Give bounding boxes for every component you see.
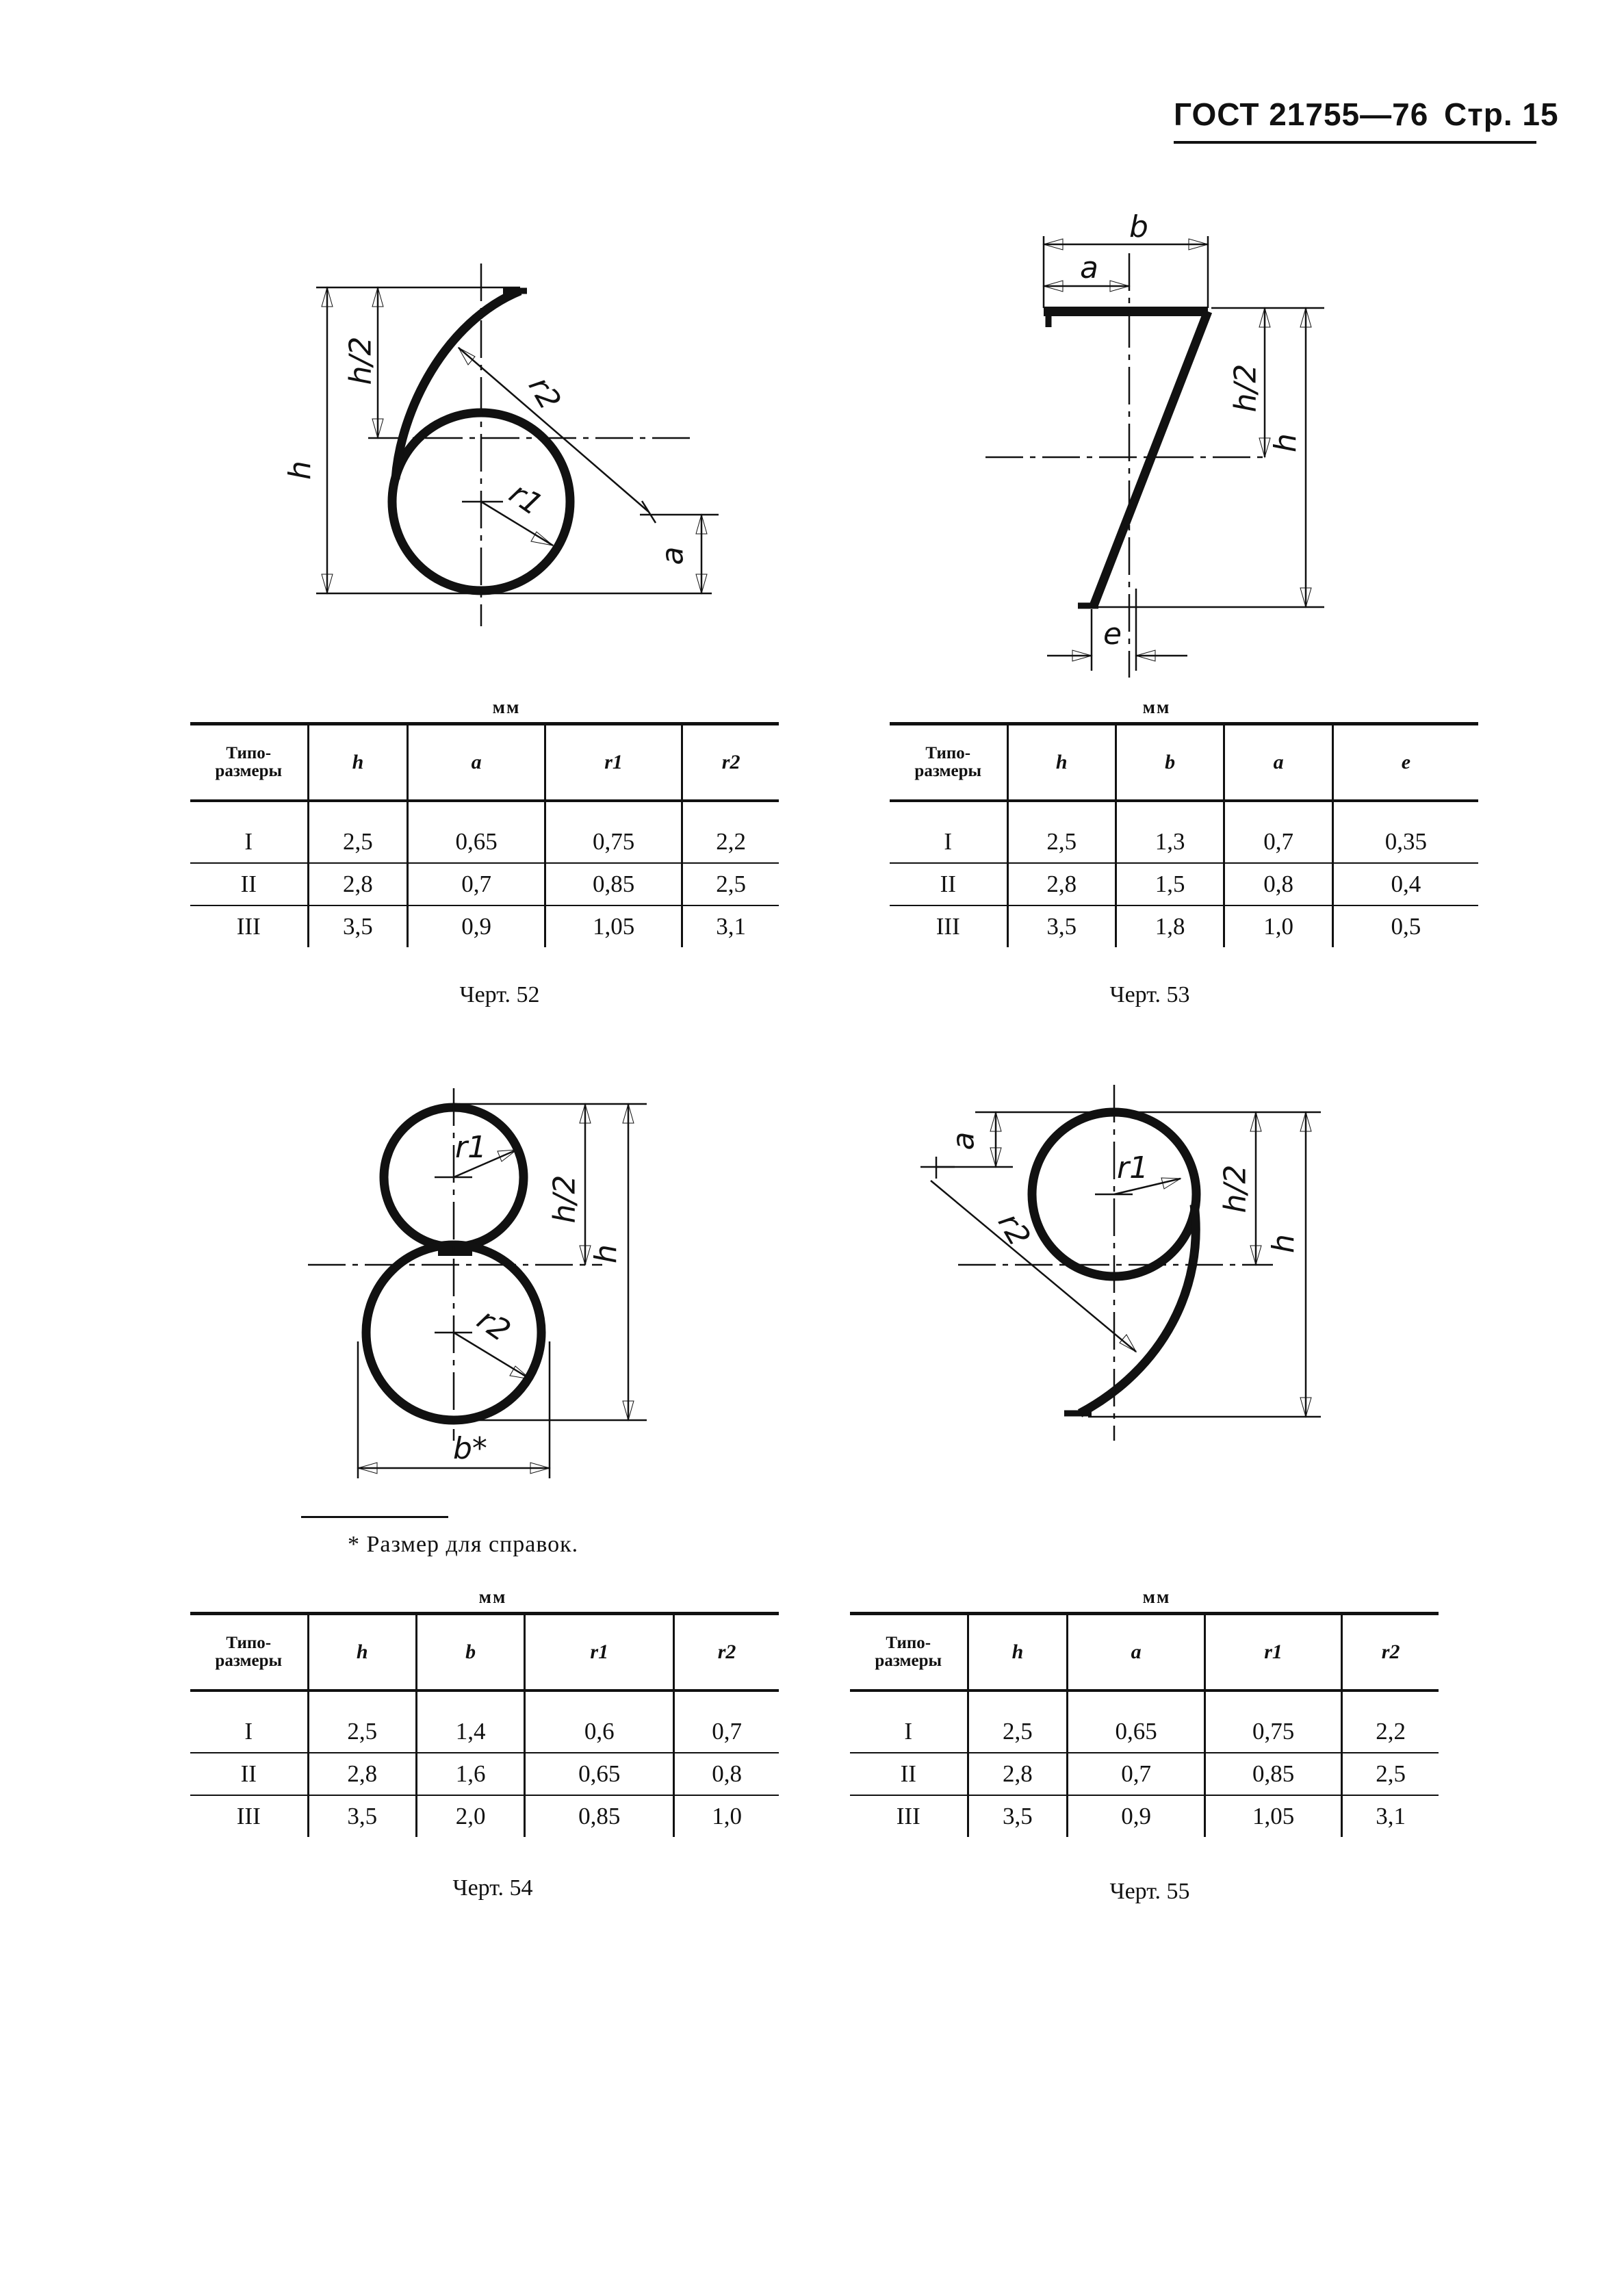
- unit-label: мм: [1142, 697, 1171, 717]
- page-number: Стр. 15: [1444, 97, 1559, 132]
- figure-caption-52: Черт. 52: [459, 982, 540, 1007]
- cell: 0,7: [674, 1691, 779, 1753]
- cell: 0,85: [545, 863, 682, 905]
- cell: 0,9: [408, 905, 545, 947]
- dimension-b-label: b: [1129, 209, 1148, 244]
- cell: 2,5: [682, 863, 779, 905]
- cell: 0,65: [408, 801, 545, 863]
- header-r2: r2: [1342, 1614, 1439, 1691]
- dimension-a-label: a: [655, 546, 691, 565]
- header-a: a: [408, 724, 545, 801]
- footnote-rule: [301, 1516, 448, 1518]
- cell: I: [850, 1691, 968, 1753]
- header-a: a: [1068, 1614, 1204, 1691]
- figure-caption-55: Черт. 55: [1109, 1879, 1190, 1904]
- cell: 3,5: [308, 905, 408, 947]
- cell: 2,5: [1342, 1753, 1439, 1795]
- table-row: [890, 905, 1478, 947]
- dimension-h-label: h: [1265, 1234, 1301, 1253]
- footnote: * Размер для справок.: [348, 1532, 579, 1557]
- header-b: b: [416, 1614, 524, 1691]
- table-row: [850, 1691, 1439, 1753]
- dimension-a-label: a: [946, 1131, 981, 1151]
- cell: 0,7: [1224, 801, 1332, 863]
- table-row: [890, 801, 1478, 863]
- table-row: [190, 1795, 779, 1837]
- cell: 2,8: [308, 863, 408, 905]
- dimension-h-label: h: [1267, 433, 1303, 452]
- cell: 1,0: [1224, 905, 1332, 947]
- cell: 0,7: [1068, 1753, 1204, 1795]
- figure-caption-53: Черт. 53: [1109, 982, 1190, 1007]
- dimension-half-h-label: h/2: [1228, 363, 1263, 413]
- unit-label: мм: [492, 697, 521, 717]
- cell: 0,85: [525, 1795, 674, 1837]
- table-header-row: [190, 1614, 779, 1691]
- cell: 0,6: [525, 1691, 674, 1753]
- cell: 3,5: [1007, 905, 1116, 947]
- table-header-row: [890, 724, 1478, 801]
- cell: 1,05: [1204, 1795, 1341, 1837]
- cell: 2,5: [968, 1691, 1068, 1753]
- table-header-row: [850, 1614, 1439, 1691]
- table-row: [850, 1753, 1439, 1795]
- page-header: [1157, 96, 1559, 144]
- header-size-type: Типо- размеры: [190, 724, 308, 801]
- cell: II: [850, 1753, 968, 1795]
- dimension-half-h-label: h/2: [343, 336, 378, 385]
- table-row: [190, 1691, 779, 1753]
- drawing-digit-7: [1027, 226, 1382, 678]
- table-row: [190, 1753, 779, 1795]
- cell: 0,65: [1068, 1691, 1204, 1753]
- table-header-row: [190, 724, 779, 801]
- cell: 3,5: [308, 1795, 416, 1837]
- header-h: h: [968, 1614, 1068, 1691]
- cell: II: [190, 863, 308, 905]
- header-h: h: [1007, 724, 1116, 801]
- cell: 1,8: [1116, 905, 1224, 947]
- figure-caption-54: Черт. 54: [452, 1875, 533, 1901]
- header-r1: r1: [1204, 1614, 1341, 1691]
- header-h: h: [308, 724, 408, 801]
- cell: 1,4: [416, 1691, 524, 1753]
- dimensions-table-52: [190, 722, 779, 947]
- header-r2: r2: [674, 1614, 779, 1691]
- cell: 0,75: [545, 801, 682, 863]
- cell: I: [190, 801, 308, 863]
- dimension-r2-label: r2: [521, 371, 568, 416]
- cell: 3,5: [968, 1795, 1068, 1837]
- dimensions-table-55: [850, 1612, 1439, 1837]
- dimension-r2-label: r2: [990, 1207, 1037, 1252]
- cell: 0,7: [408, 863, 545, 905]
- dimensions-table-53: [890, 722, 1478, 947]
- cell: 1,3: [1116, 801, 1224, 863]
- table-row: [890, 863, 1478, 905]
- cell: 0,65: [525, 1753, 674, 1795]
- cell: 0,85: [1204, 1753, 1341, 1795]
- drawing-digit-6: [294, 260, 773, 630]
- dimension-r1-label: r1: [1117, 1151, 1149, 1185]
- cell: 0,9: [1068, 1795, 1204, 1837]
- cell: 0,4: [1332, 863, 1478, 905]
- table-row: [190, 801, 779, 863]
- dimension-h-label: h: [282, 461, 318, 480]
- table-row: [190, 863, 779, 905]
- cell: 2,2: [1342, 1691, 1439, 1753]
- cell: 2,0: [416, 1795, 524, 1837]
- cell: 2,5: [308, 1691, 416, 1753]
- dimension-r1-label: r1: [502, 476, 549, 523]
- dimension-a-label: a: [1080, 250, 1098, 285]
- dimension-half-h-label: h/2: [1217, 1164, 1253, 1213]
- cell: 2,2: [682, 801, 779, 863]
- cell: 1,5: [1116, 863, 1224, 905]
- unit-label: мм: [478, 1586, 507, 1607]
- header-size-type: Типо- размеры: [190, 1614, 308, 1691]
- drawing-digit-8: [301, 1075, 684, 1485]
- cell: 2,5: [308, 801, 408, 863]
- header-b: b: [1116, 724, 1224, 801]
- cell: III: [236, 1803, 261, 1829]
- unit-label: мм: [1142, 1586, 1171, 1607]
- cell: 1,0: [674, 1795, 779, 1837]
- cell: II: [890, 863, 1007, 905]
- cell: 2,8: [308, 1753, 416, 1795]
- dimension-b-label: b*: [453, 1431, 487, 1466]
- cell: 3,1: [1342, 1795, 1439, 1837]
- cell: I: [190, 1691, 308, 1753]
- dimension-e-label: e: [1103, 617, 1122, 652]
- dimensions-table-54: [190, 1612, 779, 1837]
- header-a: a: [1224, 724, 1332, 801]
- cell: III: [936, 913, 960, 940]
- dimension-h-label: h: [588, 1244, 623, 1263]
- cell: 0,5: [1332, 905, 1478, 947]
- dimension-r2-label: r2: [470, 1302, 517, 1349]
- cell: III: [896, 1803, 920, 1829]
- table-row: [190, 905, 779, 947]
- dimension-r1-label: r1: [455, 1130, 487, 1165]
- header-h: h: [308, 1614, 416, 1691]
- standard-number: ГОСТ 21755—76: [1174, 97, 1429, 132]
- cell: II: [190, 1753, 308, 1795]
- cell: 0,8: [674, 1753, 779, 1795]
- cell: 3,1: [682, 905, 779, 947]
- cell: 2,8: [968, 1753, 1068, 1795]
- cell: 2,8: [1007, 863, 1116, 905]
- header-size-type: Типо- размеры: [850, 1614, 968, 1691]
- dimension-half-h-label: h/2: [547, 1174, 582, 1224]
- cell: 2,5: [1007, 801, 1116, 863]
- cell: 0,8: [1224, 863, 1332, 905]
- cell: 0,35: [1332, 801, 1478, 863]
- header-rule: [1174, 141, 1536, 144]
- table-row: [850, 1795, 1439, 1837]
- cell: III: [236, 913, 261, 940]
- header-e: e: [1332, 724, 1478, 801]
- header-r1: r1: [545, 724, 682, 801]
- header-size-type: Типо- размеры: [890, 724, 1007, 801]
- cell: I: [890, 801, 1007, 863]
- cell: 1,6: [416, 1753, 524, 1795]
- header-r1: r1: [525, 1614, 674, 1691]
- cell: 0,75: [1204, 1691, 1341, 1753]
- header-r2: r2: [682, 724, 779, 801]
- cell: 1,05: [545, 905, 682, 947]
